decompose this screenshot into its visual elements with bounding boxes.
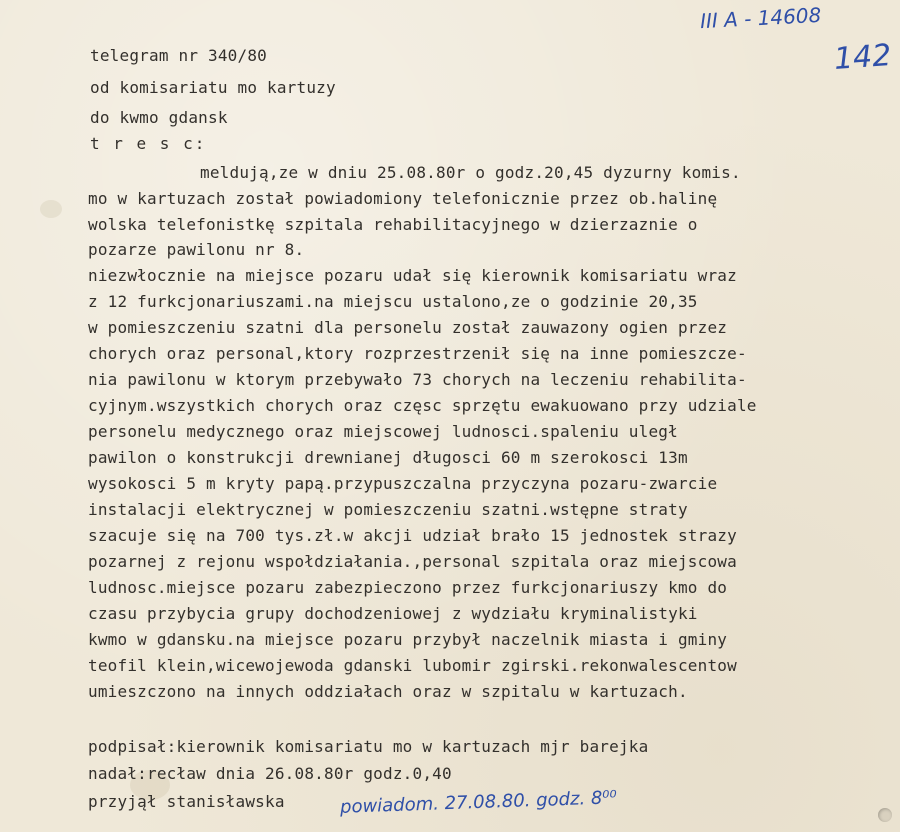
page-number: 142	[832, 38, 893, 77]
body-line: umieszczono na innych oddziałach oraz w szpitalu w kartuzach.	[88, 682, 688, 701]
paper-stain	[40, 200, 62, 218]
body-line: wolska telefonistkę szpitala rehabilitacyjnego w dzierzaznie o	[88, 215, 698, 234]
body-line: ludnosc.miejsce pozaru zabezpieczono przez furkcjonariuszy kmo do	[88, 578, 728, 597]
signature-line: podpisał:kierownik komisariatu mo w kartuzach mjr barejka	[88, 737, 649, 756]
body-line: personelu medycznego oraz miejscowej ludnosci.spaleniu uległ	[88, 422, 678, 441]
body-line: pawilon o konstrukcji drewnianej długosci 60 m szerokosci 13m	[88, 448, 688, 467]
body-line: mo w kartuzach został powiadomiony telefonicznie przez ob.halinę	[88, 189, 718, 208]
received-line: przyjął stanisławska	[88, 792, 285, 811]
body-line: wysokosci 5 m kryty papą.przypuszczalna przyczyna pozaru-zwarcie	[88, 474, 718, 493]
body-line: czasu przybycia grupy dochodzeniowej z wydziału kryminalistyki	[88, 604, 698, 623]
recipient-line: do kwmo gdansk	[90, 108, 228, 127]
body-line: pozarnej z rejonu wspołdziałania.,personal szpitala oraz miejscowa	[88, 552, 737, 571]
telegram-number: telegram nr 340/80	[90, 46, 267, 65]
punch-hole	[878, 808, 892, 822]
body-line: z 12 furkcjonariuszami.na miejscu ustalono,ze o godzinie 20,35	[88, 292, 698, 311]
body-line: meldują,ze w dniu 25.08.80r o godz.20,45 dyzurny komis.	[200, 163, 741, 182]
body-line: niezwłocznie na miejsce pozaru udał się kierownik komisariatu wraz	[88, 266, 737, 285]
body-line: instalacji elektrycznej w pomieszczeniu szatni.wstępne straty	[88, 500, 688, 519]
content-label: t r e s c:	[90, 134, 207, 153]
sent-line: nadał:recław dnia 26.08.80r godz.0,40	[88, 764, 452, 783]
body-line: nia pawilonu w ktorym przebywało 73 chorych na leczeniu rehabilita-	[88, 370, 747, 389]
body-line: pozarze pawilonu nr 8.	[88, 240, 305, 259]
handwritten-note: powiadom. 27.08.80. godz. 8⁰⁰	[339, 787, 618, 818]
body-line: w pomieszczeniu szatni dla personelu został zauwazony ogien przez	[88, 318, 728, 337]
body-line: szacuje się na 700 tys.zł.w akcji udział brało 15 jednostek strazy	[88, 526, 737, 545]
body-line: cyjnym.wszystkich chorych oraz częsc sprzętu ewakuowano przy udziale	[88, 396, 757, 415]
archive-reference: III A - 14608	[699, 2, 822, 34]
body-line: teofil klein,wicewojewoda gdanski lubomir zgirski.rekonwalescentow	[88, 656, 737, 675]
sender-line: od komisariatu mo kartuzy	[90, 78, 336, 97]
body-line: kwmo w gdansku.na miejsce pozaru przybył naczelnik miasta i gminy	[88, 630, 728, 649]
body-line: chorych oraz personal,ktory rozprzestrzenił się na inne pomieszcze-	[88, 344, 747, 363]
